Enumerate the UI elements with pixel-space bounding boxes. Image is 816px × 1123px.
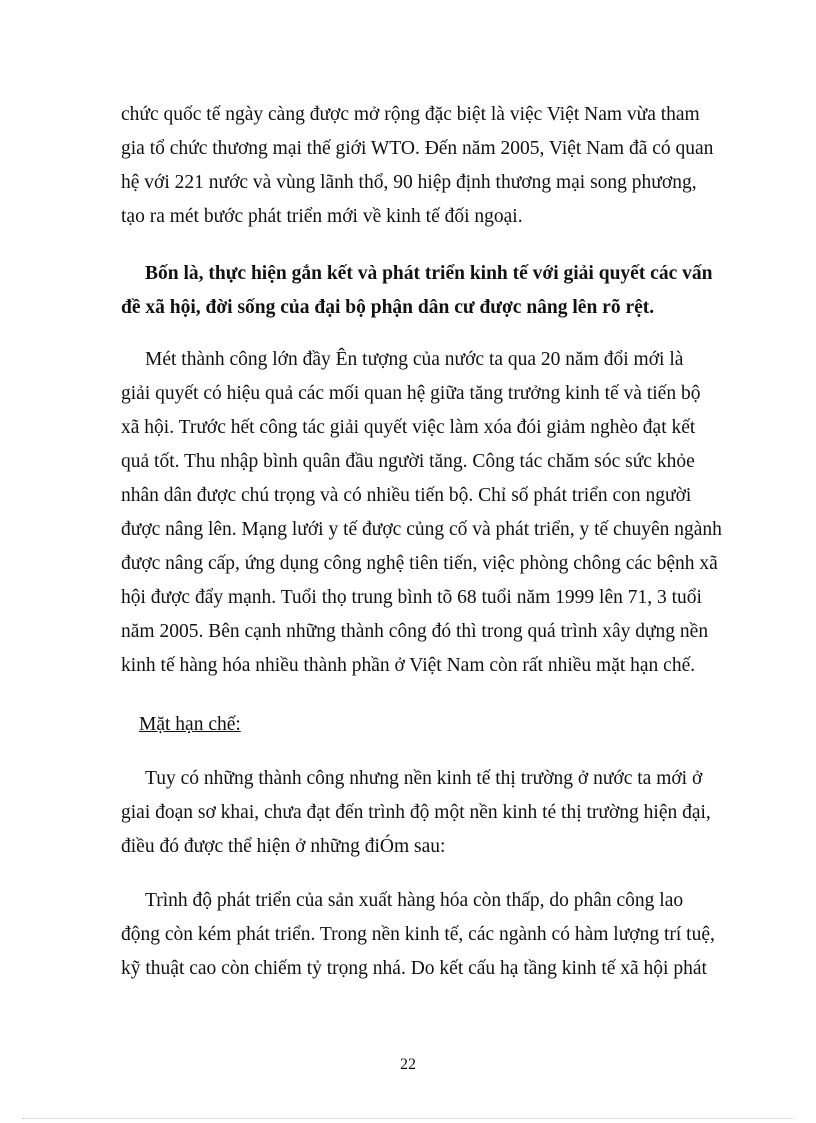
text-line: giải quyết có hiệu quả các mối quan hệ giữa tăng trưởng kinh tế và tiến bộ xyxy=(121,383,701,404)
text-line: nhân dân được chú trọng và có nhiều tiến bộ. Chỉ số phát triển con người xyxy=(121,485,692,506)
text-line: giai đoạn sơ khai, chưa đạt đến trình độ một nền kinh té thị trường hiện đại, xyxy=(121,802,711,823)
section-heading-fourth xyxy=(121,257,713,325)
paragraph-limitations-intro xyxy=(121,762,711,864)
text-line: hệ với 221 nước và vùng lãnh thổ, 90 hiệp định thương mại song phương, xyxy=(121,172,697,193)
text-line: năm 2005. Bên cạnh những thành công đó thì trong quá trình xây dựng nền xyxy=(121,621,709,642)
page-number: 22 xyxy=(400,1056,416,1073)
paragraph-foreign-relations xyxy=(121,98,714,234)
heading-line: đề xã hội, đời sống của đại bộ phận dân cư được nâng lên rõ rệt. xyxy=(121,297,655,318)
text-line: gia tổ chức thương mại thế giới WTO. Đến năm 2005, Việt Nam đã có quan xyxy=(121,138,714,159)
text-line: quả tốt. Thu nhập bình quân đầu người tăng. Công tác chăm sóc sức khỏe xyxy=(121,451,695,472)
text-line: Trình độ phát triển của sản xuất hàng hóa còn thấp, do phân công lao xyxy=(145,890,684,911)
paragraph-social-achievements xyxy=(121,343,722,683)
footer-divider xyxy=(22,1118,794,1119)
text-line: chức quốc tế ngày càng được mở rộng đặc biệt là việc Việt Nam vừa tham xyxy=(121,104,700,125)
text-line: kỹ thuật cao còn chiếm tỷ trọng nhá. Do kết cấu hạ tầng kinh tế xã hội phát xyxy=(121,958,707,979)
text-line: xã hội. Trước hết công tác giải quyết việc làm xóa đói giảm nghèo đạt kết xyxy=(121,417,696,438)
text-line: được nâng lên. Mạng lưới y tế được củng cố và phát triển, y tế chuyên ngành xyxy=(121,519,722,540)
paragraph-production-level xyxy=(121,884,715,986)
text-line: tạo ra mét bước phát triển mới về kinh tế đối ngoại. xyxy=(121,206,523,227)
limitations-heading: Mặt hạn chế: xyxy=(139,714,241,735)
text-line: kinh tế hàng hóa nhiều thành phần ở Việt Nam còn rất nhiều mặt hạn chế. xyxy=(121,655,696,676)
text-line: hội được đẩy mạnh. Tuổi thọ trung bình tõ 68 tuổi năm 1999 lên 71, 3 tuổi xyxy=(121,587,702,608)
text-line: điều đó được thể hiện ở những điÓm sau: xyxy=(121,836,446,857)
heading-line: Bốn là, thực hiện gắn kết và phát triển kinh tế với giải quyết các vấn xyxy=(145,263,713,284)
limitations-heading-block xyxy=(121,708,697,742)
text-line: động còn kém phát triển. Trong nền kinh tế, các ngành có hàm lượng trí tuệ, xyxy=(121,924,715,945)
text-line: Mét thành công lớn đầy Ên tượng của nước ta qua 20 năm đổi mới là xyxy=(145,349,684,370)
text-line: được nâng cấp, ứng dụng công nghệ tiên tiến, việc phòng chông các bệnh xã xyxy=(121,553,718,574)
text-line: Tuy có những thành công nhưng nền kinh tế thị trường ở nước ta mới ở xyxy=(145,768,703,789)
